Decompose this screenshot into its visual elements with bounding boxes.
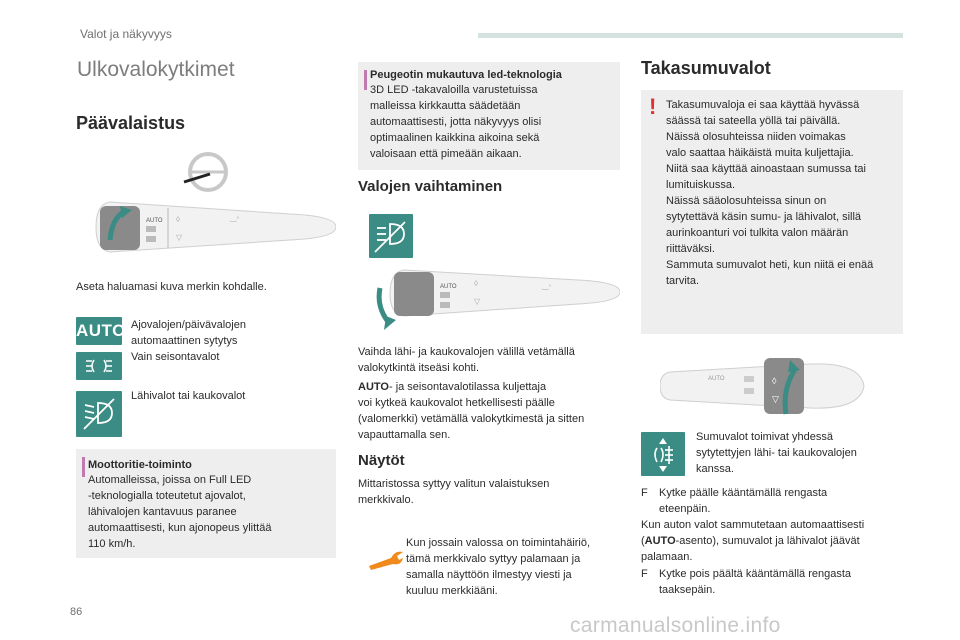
dipped-beam-icon bbox=[76, 391, 122, 437]
svg-text:‿◦: ‿◦ bbox=[230, 213, 240, 222]
svg-text:◊: ◊ bbox=[474, 279, 478, 288]
motorway-info-box bbox=[76, 449, 336, 558]
fog-step-2: F Kytke pois päältä kääntämällä rengasta taaksepäin. bbox=[641, 568, 852, 596]
led-info-box bbox=[358, 62, 620, 170]
rear-fog-warning-box bbox=[641, 90, 903, 334]
rear-fog-icon bbox=[641, 432, 685, 476]
fault-text: Kun jossain valossa on toimintahäiriö, tämä merkkivalo syttyy palamaan ja samalla näyttöön ilmestyy viesti ja kuuluu merkkiääni. bbox=[406, 537, 591, 597]
warning-icon: ! bbox=[649, 94, 657, 119]
lighting-stalk-illustration bbox=[90, 192, 336, 262]
rear-fog-warning-text: Takasumuvaloja ei saa käyttää hyvässä säässä tai sateella yöllä tai päivällä. Näissä olosuhteissa niiden voimakas valo saattaa häikäistä muita kuljettajia. Niitä saa käyttää ainoastaan sumussa tai lumituiskussa. Näissä sääolosuhteissa sinun on sytytettävä käsin sumu- ja lähivalot, sillä aurinkoanturi voi tulkita valon määrän riittäväksi. Sammuta sumuvalot heti, kun niitä ei enää tarvita. bbox=[666, 99, 874, 287]
led-info-text: 3D LED -takavaloilla varustetuissa malleissa kirkkautta säädetään automaattisesti, jotta näkyvyys olisi optimaalinen kaikkina aikoina sekä valoisaan että pimeään aikaan. bbox=[370, 84, 542, 160]
svg-text:◊: ◊ bbox=[176, 215, 180, 224]
displays-text: Mittaristossa syttyy valitun valaistuksen merkkivalo. bbox=[358, 478, 550, 506]
steering-wheel-icon bbox=[180, 152, 236, 192]
wrench-icon bbox=[365, 546, 405, 572]
parking-lights-icon bbox=[76, 352, 122, 380]
fog-auto-off-text: Kun auton valot sammutetaan automaattisesti (AUTO-asento), sumuvalot ja lähivalot jäävät palamaan. bbox=[641, 519, 865, 563]
parking-lights-label: Vain seisontavalot bbox=[131, 351, 220, 363]
svg-text:▽: ▽ bbox=[176, 233, 183, 242]
heading-main-lighting: Päävalaistus bbox=[76, 113, 186, 133]
auto-label: Ajovalojen/päivävalojen automaattinen sytytys bbox=[131, 319, 246, 347]
bullet-icon: F bbox=[641, 568, 648, 580]
header-bar bbox=[478, 33, 903, 38]
section-header: Valot ja näkyvyys bbox=[80, 27, 172, 41]
motorway-info-title: Moottoritie-toiminto bbox=[88, 459, 192, 471]
svg-text:‿◦: ‿◦ bbox=[542, 281, 552, 290]
fog-ring-illustration bbox=[660, 350, 900, 430]
auto-icon: AUTO bbox=[76, 317, 122, 345]
fog-text: Sumuvalot toimivat yhdessä sytytettyjen lähi- tai kaukovalojen kanssa. bbox=[696, 431, 857, 475]
page-number: 86 bbox=[70, 606, 83, 618]
info-icon bbox=[82, 457, 85, 477]
switching-text-1: Vaihda lähi- ja kaukovalojen välillä vetämällä valokytkintä itseäsi kohti. bbox=[358, 346, 575, 374]
headlamp-flash-illustration bbox=[366, 258, 620, 338]
svg-text:AUTO: AUTO bbox=[440, 284, 457, 290]
info-icon bbox=[364, 70, 367, 90]
heading-displays: Näytöt bbox=[358, 452, 405, 469]
svg-text:AUTO: AUTO bbox=[146, 218, 163, 224]
dipped-beam-label: Lähivalot tai kaukovalot bbox=[131, 390, 246, 402]
heading-rear-fog: Takasumuvalot bbox=[641, 58, 771, 78]
svg-text:◊: ◊ bbox=[772, 376, 777, 386]
svg-text:▽: ▽ bbox=[772, 394, 779, 404]
bullet-icon: F bbox=[641, 487, 648, 499]
watermark: carmanualsonline.info bbox=[570, 614, 781, 637]
page-title: Ulkovalokytkimet bbox=[77, 58, 235, 81]
switching-text-2: AUTO- ja seisontavalotilassa kuljettaja voi kytkeä kaukovalot hetkellisesti päälle (valomerkki) vetämällä valokytkimestä ja sitten vapauttamalla sen. bbox=[358, 381, 585, 441]
svg-text:▽: ▽ bbox=[474, 297, 481, 306]
main-beam-icon bbox=[369, 214, 413, 258]
led-info-title: Peugeotin mukautuva led-teknologia bbox=[370, 69, 562, 81]
heading-switching: Valojen vaihtaminen bbox=[358, 178, 503, 195]
motorway-info-text: Automalleissa, joissa on Full LED -teknologialla toteutetut ajovalot, lähivalojen kantavuus paranee automaattisesti, kun ajonopeus ylittää 110 km/h. bbox=[88, 474, 272, 550]
svg-text:AUTO: AUTO bbox=[708, 376, 725, 382]
fog-step-1: F Kytke päälle kääntämällä rengasta eteenpäin. bbox=[641, 487, 828, 515]
instruction-text: Aseta haluamasi kuva merkin kohdalle. bbox=[76, 281, 267, 293]
